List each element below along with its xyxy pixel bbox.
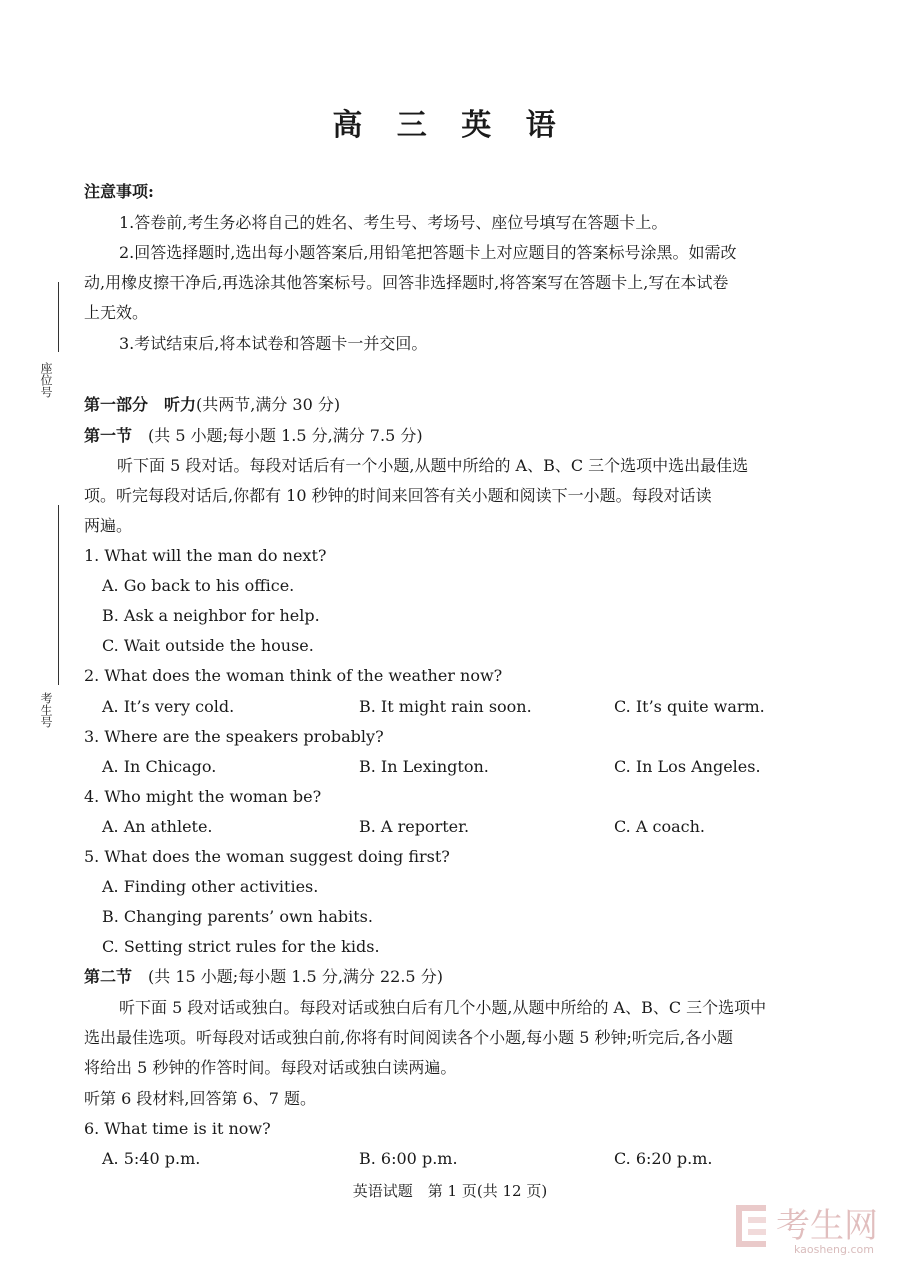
question-4-option-a[interactable]: A. An athlete. xyxy=(102,817,213,836)
section2-heading-rest: (共 15 小题;每小题 1.5 分,满分 22.5 分) xyxy=(148,967,443,986)
page-footer: 英语试题 第 1 页(共 12 页) xyxy=(352,1182,548,1200)
notice-item-3: 3.考试结束后,将本试卷和答题卡一并交回。 xyxy=(119,334,428,353)
section2-heading-bold: 第二节 xyxy=(84,967,133,986)
question-1-option-a[interactable]: A. Go back to his office. xyxy=(102,576,295,595)
section2-intro-line-3: 将给出 5 秒钟的作答时间。每段对话或独白读两遍。 xyxy=(84,1058,457,1077)
section2-intro-line-2: 选出最佳选项。听每段对话或独白前,你将有时间阅读各个小题,每小题 5 秒钟;听完后,各小题 xyxy=(84,1028,734,1047)
question-5-option-b[interactable]: B. Changing parents’ own habits. xyxy=(102,907,373,926)
watermark-url: kaosheng.com xyxy=(793,1243,874,1256)
question-1-option-b[interactable]: B. Ask a neighbor for help. xyxy=(102,606,320,625)
section2-intro-line-1: 听下面 5 段对话或独白。每段对话或独白后有几个小题,从题中所给的 A、B、C 三个选项中 xyxy=(119,998,767,1017)
section1-intro-line-2: 项。听完每段对话后,你都有 10 秒钟的时间来回答有关小题和阅读下一小题。每段对话读 xyxy=(84,486,712,505)
question-5-option-a[interactable]: A. Finding other activities. xyxy=(102,877,319,896)
notice-item-2-line-2: 动,用橡皮擦干净后,再选涂其他答案标号。回答非选择题时,将答案写在答题卡上,写在本试卷 xyxy=(84,273,729,292)
question-2-option-a[interactable]: A. It’s very cold. xyxy=(102,697,235,716)
question-4-stem: 4. Who might the woman be? xyxy=(84,787,322,806)
notice-item-2-line-1: 2.回答选择题时,选出每小题答案后,用铅笔把答题卡上对应题目的答案标号涂黑。如需改 xyxy=(119,243,737,262)
part1-heading-bold: 第一部分 听力 xyxy=(84,395,197,414)
exam-number-line xyxy=(58,505,59,685)
question-3-stem: 3. Where are the speakers probably? xyxy=(84,727,384,746)
question-3-option-a[interactable]: A. In Chicago. xyxy=(102,757,217,776)
seat-number-line xyxy=(58,282,59,352)
notice-item-1: 1.答卷前,考生务必将自己的姓名、考生号、考场号、座位号填写在答题卡上。 xyxy=(119,213,668,232)
question-1-stem: 1. What will the man do next? xyxy=(84,546,327,565)
question-2-option-b[interactable]: B. It might rain soon. xyxy=(359,697,532,716)
question-2-stem: 2. What does the woman think of the weather now? xyxy=(84,666,503,685)
question-4-option-c[interactable]: C. A coach. xyxy=(614,817,705,836)
section1-intro-line-1: 听下面 5 段对话。每段对话后有一个小题,从题中所给的 A、B、C 三个选项中选出最佳选 xyxy=(117,456,749,475)
question-6-option-a[interactable]: A. 5:40 p.m. xyxy=(102,1149,201,1168)
section2-material-6: 听第 6 段材料,回答第 6、7 题。 xyxy=(84,1089,316,1108)
part1-heading xyxy=(84,395,340,415)
watermark-icon xyxy=(734,1203,770,1249)
question-5-stem: 5. What does the woman suggest doing first? xyxy=(84,847,450,866)
section2-heading xyxy=(84,967,443,987)
seat-number-label: 座位号 xyxy=(39,362,53,398)
question-6-option-b[interactable]: B. 6:00 p.m. xyxy=(359,1149,458,1168)
section1-intro-line-3: 两遍。 xyxy=(84,516,133,535)
section1-heading xyxy=(84,426,423,446)
part1-heading-rest: (共两节,满分 30 分) xyxy=(196,395,341,414)
question-5-option-c[interactable]: C. Setting strict rules for the kids. xyxy=(102,937,380,956)
question-6-stem: 6. What time is it now? xyxy=(84,1119,271,1138)
question-1-option-c[interactable]: C. Wait outside the house. xyxy=(102,636,314,655)
question-3-option-b[interactable]: B. In Lexington. xyxy=(359,757,489,776)
question-2-option-c[interactable]: C. It’s quite warm. xyxy=(614,697,765,716)
watermark-text: 考生网 xyxy=(776,1206,878,1246)
section1-heading-bold: 第一节 xyxy=(84,426,133,445)
question-6-option-c[interactable]: C. 6:20 p.m. xyxy=(614,1149,713,1168)
question-4-option-b[interactable]: B. A reporter. xyxy=(359,817,470,836)
exam-number-label: 考生号 xyxy=(39,692,53,728)
page-title: 高 三 英 语 xyxy=(332,108,568,143)
notice-item-2-line-3: 上无效。 xyxy=(84,303,149,322)
notice-heading: 注意事项: xyxy=(84,182,154,201)
question-3-option-c[interactable]: C. In Los Angeles. xyxy=(614,757,761,776)
section1-heading-rest: (共 5 小题;每小题 1.5 分,满分 7.5 分) xyxy=(148,426,423,445)
